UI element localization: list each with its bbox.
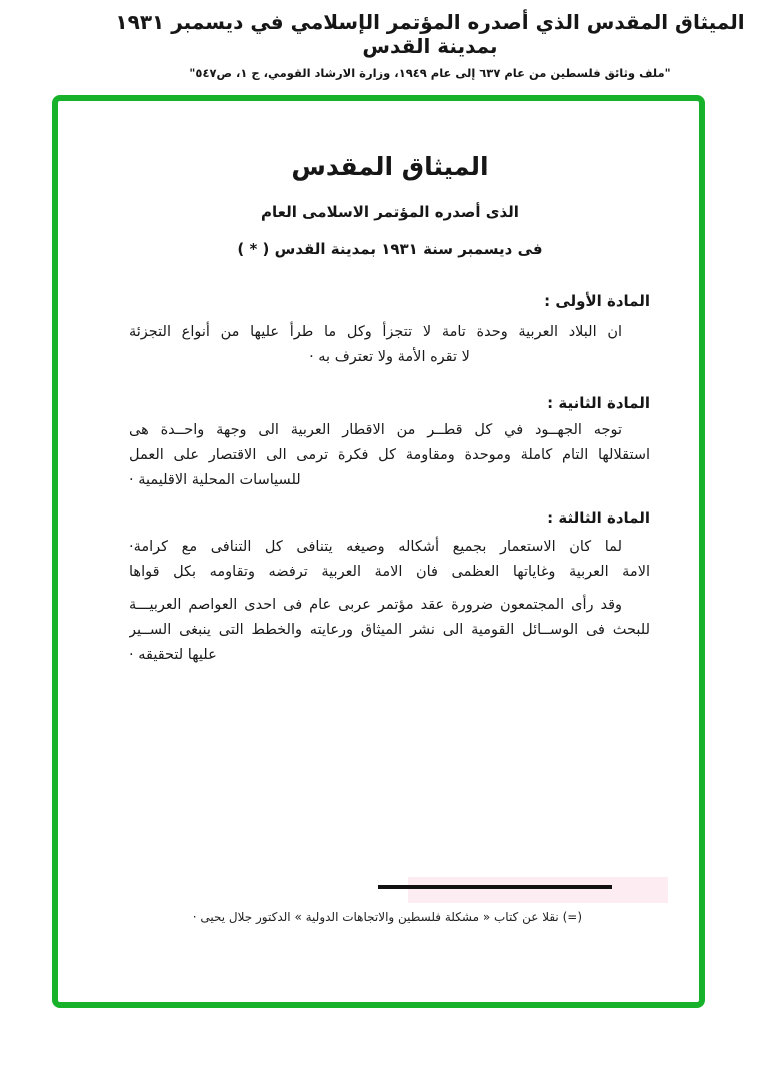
document-subtitle-1: الذى أصدره المؤتمر الاسلامى العام xyxy=(261,203,519,221)
article-2-line-2: استقلالها التام كاملة وموحدة ومقاومة كل فكرة ترمى الى الاقتصار على العمل xyxy=(129,447,650,463)
article-2-paragraph xyxy=(129,418,650,493)
header-source-line: "ملف وثائق فلسطين من عام ٦٣٧ إلى عام ١٩٤٩، وزارة الارشاد القومي، ج ١، ص٥٤٧" xyxy=(189,66,671,80)
document-subtitle-2: فى ديسمبر سنة ١٩٣١ بمدينة القدس ( * ) xyxy=(237,240,543,258)
header-title-line: الميثاق المقدس الذي أصدره المؤتمر الإسلامي في ديسمبر ١٩٣١ بمدينة القدس xyxy=(115,10,745,58)
footnote-text: (=) نقلا عن كتاب « مشكلة فلسطين والاتجاهات الدولية » الدكتور جلال يحيى · xyxy=(192,910,582,924)
pink-scan-highlight xyxy=(408,877,668,903)
article-3-paragraph xyxy=(129,535,650,585)
article-1-paragraph xyxy=(129,320,650,370)
closing-paragraph xyxy=(129,593,650,668)
closing-line-2: للبحث فى الوســائل القومية الى نشر الميثاق ورعايته والخطط التى ينبغى الســير xyxy=(129,622,650,638)
article-2-line-3: للسياسات المحلية الاقليمية · xyxy=(129,472,301,488)
article-3-line-1: لما كان الاستعمار بجميع أشكاله وصيغه يتنافى كل التنافى مع كرامة· xyxy=(129,539,622,555)
footnote-separator-rule xyxy=(378,885,612,889)
closing-line-3: عليها لتحقيقه · xyxy=(129,647,217,663)
article-1-line-1: ان البلاد العربية وحدة تامة لا تتجزأ وكل ما طرأ عليها من أنواع التجزئة xyxy=(129,324,622,340)
article-2-line-1: توجه الجهــود في كل قطــر من الاقطار العربية الى وجهة واحــدة هى xyxy=(129,422,622,438)
article-3-heading: المادة الثالثة : xyxy=(547,509,650,527)
article-1-heading: المادة الأولى : xyxy=(544,292,650,310)
document-title: الميثاق المقدس xyxy=(291,152,489,181)
article-3-line-2: الامة العربية وغاياتها العظمى فان الامة العربية ترفضه وتقاومه بكل قواها xyxy=(129,564,650,580)
article-1-line-2: لا تقره الأمة ولا تعترف به · xyxy=(309,349,470,365)
closing-line-1: وقد رأى المجتمعون ضرورة عقد مؤتمر عربى عام فى احدى العواصم العربيـــة xyxy=(129,597,622,613)
article-2-heading: المادة الثانية : xyxy=(547,394,650,412)
document-title-block xyxy=(130,152,650,258)
page-header xyxy=(100,10,758,80)
